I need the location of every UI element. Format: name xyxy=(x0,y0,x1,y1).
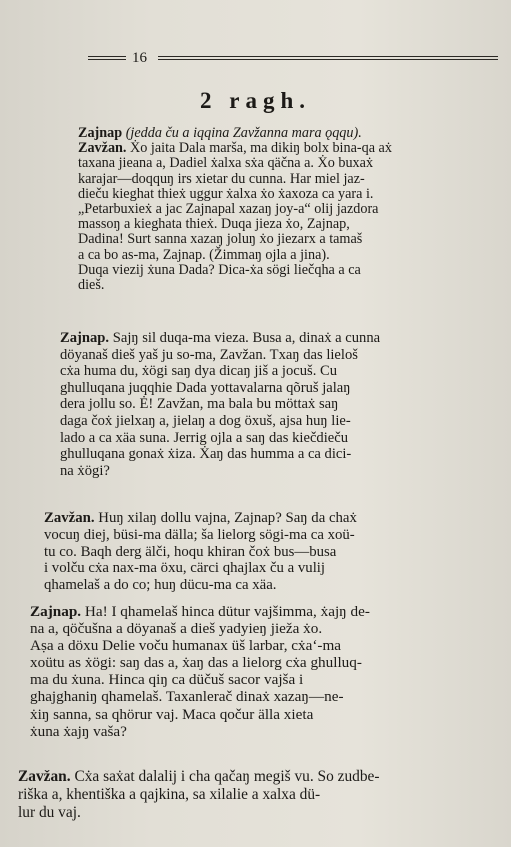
speech-line: xoütu as ẋögi: saŋ das a, ẋaŋ das a lielorg cẋa ghulluq- xyxy=(30,654,362,672)
dialogue-block-1 xyxy=(78,126,498,293)
speaker-name: Zajnap. xyxy=(60,330,110,346)
dialogue-block-2 xyxy=(60,330,500,479)
dialogue-line xyxy=(60,330,500,347)
speech-line: dieču kieghat thieẋ uggur ẋalxa ẋo ẋaxoza ca yara i. xyxy=(78,185,374,202)
dialogue-line xyxy=(44,510,500,527)
speech-line: ẋiŋ sanna, sa qhörur vaj. Maca qočur älla xieta xyxy=(30,705,314,723)
speech-line: lur du vaj. xyxy=(18,803,81,821)
dialogue-block-5 xyxy=(18,768,498,821)
dialogue-line xyxy=(18,768,498,786)
scene-title: 2 ragh. xyxy=(200,88,311,113)
page-header xyxy=(88,50,498,70)
speech-line: qhamelaš a do co; huŋ dücu-ma ca xäa. xyxy=(44,577,277,594)
speech-text: Huŋ xilaŋ dollu vajna, Zajnap? Saŋ da chaẋ xyxy=(94,510,357,526)
speech-line: a ca bo as-ma, Zajnap. (Žimmaŋ ojla a jina). xyxy=(78,246,330,263)
speech-line: daga čoẋ jielxaŋ a, jielaŋ a dog öxuš, ajsa huŋ lie- xyxy=(60,412,351,429)
header-rule-right xyxy=(158,56,498,60)
speaker-name: Zajnap xyxy=(78,125,123,141)
speech-line: cẋa huma du, ẋögi saŋ dya dicaŋ jiš a jocuš. Cu xyxy=(60,363,338,380)
stage-direction: (jedda ču a iqqina Zavžanna mara ǫqqu). xyxy=(125,125,362,141)
speech-line: ghulluqana gonaẋ ẋiza. Ẋaŋ das humma a ca dici- xyxy=(60,446,352,463)
speech-text: Sajŋ sil duqa-ma vieza. Busa a, dinaẋ a cunna xyxy=(109,330,381,346)
speech-text: Ẋo jaita Dala marša, ma dikiŋ bolx bina-qa aẋ xyxy=(130,140,392,157)
speech-line: Duqa viezij ẋuna Dada? Dica-ẋa sögi liečqha a ca xyxy=(78,261,361,278)
speech-line: i volču cẋa nax-ma öxu, cärci qhajlax ču a vulij xyxy=(44,560,326,577)
speech-line: ghulluqana juqqhie Dada yottavalarna qõruš jalaŋ xyxy=(60,379,351,396)
speech-text: Cẋa saẋat dalalij i cha qačaŋ megiš vu. So zudbe- xyxy=(70,768,380,785)
dialogue-block-3 xyxy=(44,510,500,594)
speech-line: massoŋ a kieghata thieẋ. Duqa jieza ẋo, Zajnap, xyxy=(78,216,350,233)
speech-line: döyanaš dieš yaš ju so-ma, Zavžan. Txaŋ das lieloš xyxy=(60,346,358,363)
dialogue-line xyxy=(30,603,500,620)
speech-line: taxana jieana a, Dadiel ẋalxa sẋa qäčna a. Ẋo buxaẋ xyxy=(78,155,374,172)
speech-line: lado a ca xäa suna. Jerrig ojla a saŋ das kiečdieču xyxy=(60,429,349,446)
header-rule-left xyxy=(88,56,126,60)
speech-line: na ẋögi? xyxy=(60,462,110,479)
speech-line: tu co. Baqh derg älči, hoqu khiran čoẋ bus—busa xyxy=(44,543,337,560)
dialogue-block-4 xyxy=(30,603,500,740)
dialogue-line xyxy=(78,126,498,141)
dialogue-line xyxy=(78,141,498,156)
speech-line: vocuŋ diej, büsi-ma dälla; ša lielorg sögi-ma ca xoü- xyxy=(44,526,355,543)
page-number: 16 xyxy=(132,50,147,66)
speech-line: dera jollu so. Ė! Zavžan, ma bala bu möttaẋ saŋ xyxy=(60,396,339,413)
speech-text: Ha! I qhamelaš hinca dütur vajšimma, ẋajŋ de- xyxy=(81,603,370,620)
speech-line: ma du ẋuna. Hinca qiŋ ca düčuš sacor vajša i xyxy=(30,671,304,689)
speech-line: „Petarbuxieẋ a jac Zajnapal xazaŋ joy-a“ olij jazdora xyxy=(78,201,379,218)
speech-line: dieš. xyxy=(78,277,105,294)
speech-line: karajar—doqquŋ irs xietar du cunna. Har miel jaz- xyxy=(78,170,365,187)
speaker-name: Zajnap. xyxy=(30,603,82,620)
speech-line: Dadina! Surt sanna xazaŋ joluŋ ẋo jiezarx a tamaš xyxy=(78,231,363,248)
speech-line: na a, qöčušna a döyanaš a dieš yadyieŋ jieža ẋo. xyxy=(30,620,323,638)
speech-line: Aṣa a döxu Delie voču humanax üš larbar, cẋa‘-ma xyxy=(30,637,342,655)
speaker-name: Zavžan. xyxy=(78,140,127,157)
speaker-name: Zavžan. xyxy=(44,510,95,526)
speech-line: ẋuna ẋajŋ vaša? xyxy=(30,722,127,740)
speech-line: ghajghaniŋ qhamelaš. Taxanlerač dinaẋ xazaŋ—ne- xyxy=(30,688,344,706)
speech-line: riška a, khentiška a qajkina, sa xilalie a xalxa dü- xyxy=(18,785,321,803)
speaker-name: Zavžan. xyxy=(18,768,71,785)
